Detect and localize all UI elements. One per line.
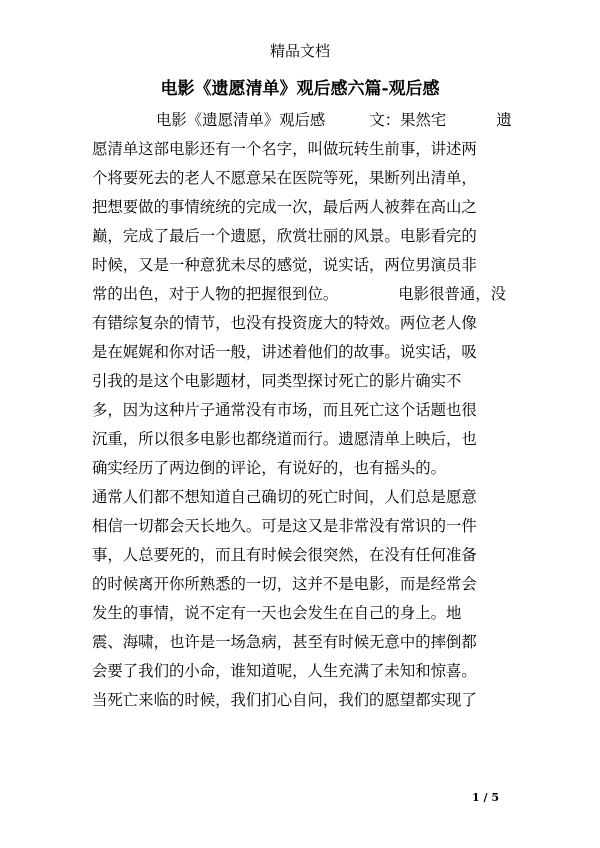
split-line-right: 电影很普通，没 — [398, 285, 507, 303]
text-line: 个将要死去的老人不愿意呆在医院等死，果断列出清单， — [92, 169, 477, 187]
article-subtitle: 电影《遗愿清单》观后感 — [156, 111, 326, 129]
article-body — [92, 106, 522, 715]
text-line: 相信一切都会天长地久。可是这又是非常没有常识的一件 — [92, 517, 477, 535]
header-label: 精品文档 — [269, 42, 330, 60]
split-line-left: 常的出色，对于人物的把握很到位。 — [92, 285, 339, 303]
text-line: 愿清单这部电影还有一个名字，叫做玩转生前事，讲述两 — [92, 140, 477, 158]
text-line: 引我的是这个电影题材，同类型探讨死亡的影片确实不 — [92, 372, 462, 390]
text-line: 有错综复杂的情节，也没有投资庞大的特效。两位老人像 — [92, 314, 477, 332]
text-line: 巅，完成了最后一个遗愿，欣赏壮丽的风景。电影看完的 — [92, 227, 477, 245]
split-text-line — [92, 280, 522, 309]
text-line: 会要了我们的小命，谁知道呢，人生充满了未知和惊喜。 — [92, 662, 477, 680]
text-line: 确实经历了两边倒的评论，有说好的，也有摇头的。 — [92, 459, 446, 477]
text-line: 把想要做的事情统统的完成一次，最后两人被葬在高山之 — [92, 198, 477, 216]
text-line: 发生的事情，说不定有一天也会发生在自己的身上。地 — [92, 604, 462, 622]
text-line: 时候，又是一种意犹未尽的感觉，说实话，两位男演员非 — [92, 256, 477, 274]
text-line: 通常人们都不想知道自己确切的死亡时间，人们总是愿意 — [92, 488, 477, 506]
text-line: 震、海啸，也许是一场急病，甚至有时候无意中的摔倒都 — [92, 633, 477, 651]
text-line: 多，因为这种片子通常没有市场，而且死亡这个话题也很 — [92, 401, 477, 419]
page-number: 1 / 5 — [472, 791, 499, 804]
text-line: 的时候离开你所熟悉的一切，这并不是电影，而是经常会 — [92, 575, 477, 593]
text-line: 是在娓娓和你对话一般，讲述着他们的故事。说实话，吸 — [92, 343, 477, 361]
text-line: 当死亡来临的时候，我们扪心自问，我们的愿望都实现了 — [92, 691, 477, 709]
text-line: 沉重，所以很多电影也都绕道而行。遗愿清单上映后，也 — [92, 430, 477, 448]
article-author: 文：果然宅 — [369, 111, 447, 129]
text-line: 事，人总要死的，而且有时候会很突然，在没有任何准备 — [92, 546, 477, 564]
document-title: 电影《遗愿清单》观后感六篇-观后感 — [160, 79, 440, 99]
paragraph-start: 遗 — [496, 111, 512, 129]
first-text-line — [92, 106, 522, 135]
